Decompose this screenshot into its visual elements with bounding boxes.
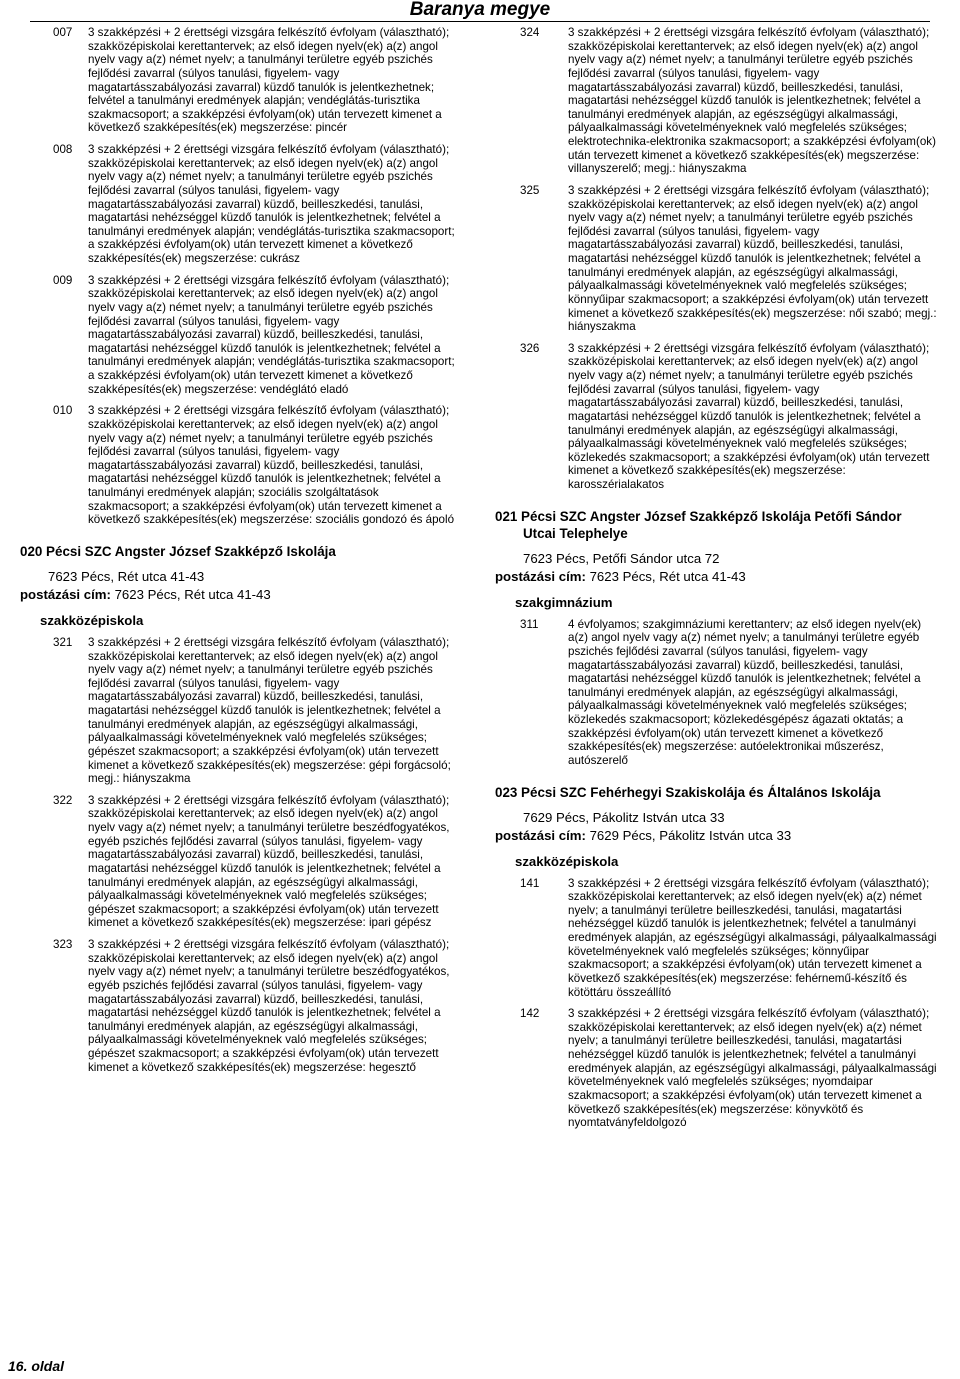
program-code: 311 — [520, 617, 539, 631]
postal-address — [20, 586, 460, 604]
program-entry-142 — [495, 1007, 940, 1130]
school-address: 7623 Pécs, Rét utca 41-43 — [48, 568, 205, 584]
program-code: 321 — [53, 635, 73, 649]
page-header — [0, 0, 960, 26]
program-entry-008 — [20, 143, 460, 266]
school-name-line2: Utcai Telephelye — [523, 525, 628, 541]
school-address: 7623 Pécs, Petőfi Sándor utca 72 — [523, 550, 720, 566]
program-entry-324 — [495, 26, 940, 176]
program-code: 007 — [53, 26, 73, 39]
program-entry-009 — [20, 274, 460, 397]
program-code: 142 — [520, 1007, 540, 1021]
program-entry-326 — [495, 342, 940, 492]
program-entry-321 — [20, 636, 460, 786]
program-code: 322 — [53, 793, 73, 807]
program-description: 3 szakképzési + 2 érettségi vizsgára felkészítő évfolyam (választható); szakközépiskolai kerettantervek; az első idegen nyelv(ek) a(z) angol nyelv vagy a(z) német nyelv; a tanulmányi területre egyéb pszichés fejlődési zavarral (súlyos tanulási, figyelem- vagy magatartásszabályozási zavarral) küzdő, beilleszkedési, tanulási, magatartási nehézséggel küzdő tanulók is jelentkezhetnek; felvétel a tanulmányi eredmények alapján; szociális szolgáltatások szakmacsoport; a szakképzési évfolyam(ok) után tervezett kimenet a következő szakképesítés(ek) megszerzése: szociális gondozó és ápoló — [88, 404, 455, 527]
school-type: szakgimnázium — [515, 594, 613, 610]
postal-value: 7623 Pécs, Rét utca 41-43 — [114, 586, 271, 602]
program-description: 3 szakképzési + 2 érettségi vizsgára felkészítő évfolyam (választható); szakközépiskolai kerettantervek; az első idegen nyelv(ek) a(z) német nyelv; a tanulmányi területre beilleszkedési, tanulási, magatartási nehézséggel küzdő tanulók is jelentkezhetnek; felvétel a tanulmányi eredmények alapján, az egészségügyi alkalmassági, pályaalkalmassági követelményeknek való megfelelés szükséges; könnyűipar szakmacsoport; a szakképzési évfolyam(ok) után tervezett kimenet a következő szakképesítés(ek) megszerzése: fehérnemű-készítő és kötöttáru összeállító — [568, 876, 937, 999]
program-description: 3 szakképzési + 2 érettségi vizsgára felkészítő évfolyam (választható); szakközépiskolai kerettantervek; az első idegen nyelv(ek) a(z) angol nyelv vagy a(z) német nyelv; a tanulmányi területre beszédfogyatékos, egyéb pszichés fejlődési zavarral (súlyos tanulási, figyelem- vagy magatartásszabályozási zavarral) küzdő, beilleszkedési, tanulási, magatartási nehézséggel küzdő tanulók is jelentkezhetnek; felvétel a tanulmányi eredmények alapján, az egészségügyi alkalmassági, pályaalkalmassági követelményeknek való megfelelés szükséges; gépészet szakmacsoport; a szakképzési évfolyam(ok) után tervezett kimenet a következő szakképesítés(ek) megszerzése: hegesztő — [88, 938, 450, 1074]
program-entry-007 — [20, 26, 460, 135]
program-entry-323 — [20, 938, 460, 1074]
right-column — [495, 26, 940, 1130]
program-code: 324 — [520, 26, 540, 39]
county-title: Baranya megye — [409, 0, 551, 20]
school-heading-021 — [495, 508, 940, 542]
postal-value: 7623 Pécs, Rét utca 41-43 — [589, 568, 746, 584]
program-entry-325 — [495, 184, 940, 334]
postal-address — [495, 827, 940, 845]
program-description: 3 szakképzési + 2 érettségi vizsgára felkészítő évfolyam (választható); szakközépiskolai kerettantervek; az első idegen nyelv(ek) a(z) angol nyelv vagy a(z) német nyelv; a tanulmányi területre egyéb pszichés fejlődési zavarral (súlyos tanulási, figyelem- vagy magatartásszabályozási zavarral) küzdő, beilleszkedési, tanulási, magatartási nehézséggel küzdő tanulók is jelentkezhetnek; felvétel a tanulmányi eredmények alapján; vendéglátás-turisztika szakmacsoport; a szakképzési évfolyam(ok) után tervezett kimenet a következő szakképesítés(ek) megszerzése: cukrász — [88, 143, 455, 265]
program-entry-322 — [20, 794, 460, 930]
program-description: 3 szakképzési + 2 érettségi vizsgára felkészítő évfolyam (választható); szakközépiskolai kerettantervek; az első idegen nyelv(ek) a(z) angol nyelv vagy a(z) német nyelv; a tanulmányi területre egyéb pszichés fejlődési zavarral (súlyos tanulási, figyelem- vagy magatartásszabályozási zavarral) küzdő, beilleszkedési, tanulási, magatartási nehézséggel küzdő tanulók is jelentkezhetnek; felvétel a tanulmányi eredmények alapján, az egészségügyi alkalmassági, pályaalkalmassági követelményeknek való megfelelés szükséges; könnyűipar szakmacsoport; a szakképzési évfolyam(ok) után tervezett kimenet a következő szakképesítés(ek) megszerzése: női szabó; megj.: hiányszakma — [568, 183, 937, 334]
program-code: 008 — [53, 143, 73, 156]
school-type: szakközépiskola — [40, 612, 144, 628]
program-code: 326 — [520, 341, 540, 355]
program-description: 3 szakképzési + 2 érettségi vizsgára felkészítő évfolyam (választható); szakközépiskolai kerettantervek; az első idegen nyelv(ek) a(z) angol nyelv vagy a(z) német nyelv; a tanulmányi területre beszédfogyatékos, egyéb pszichés fejlődési zavarral (súlyos tanulási, figyelem- vagy magatartásszabályozási zavarral) küzdő, beilleszkedési, tanulási, magatartási nehézséggel küzdő tanulók is jelentkezhetnek; felvétel a tanulmányi eredmények alapján, az egészségügyi alkalmassági, pályaalkalmassági követelményeknek való megfelelés szükséges; gépészet szakmacsoport; a szakképzési évfolyam(ok) után tervezett kimenet a következő szakképesítés(ek) megszerzése: ipari gépész — [88, 793, 450, 930]
program-entry-010 — [20, 404, 460, 527]
postal-label: postázási cím: — [20, 586, 111, 602]
program-entry-141 — [495, 877, 940, 1000]
page-number: 16. oldal — [8, 1358, 65, 1374]
school-heading-023: 023 Pécsi SZC Fehérhegyi Szakiskolája és Általános Iskolája — [495, 784, 881, 800]
program-description: 3 szakképzési + 2 érettségi vizsgára felkészítő évfolyam (választható); szakközépiskolai kerettantervek; az első idegen nyelv(ek) a(z) angol nyelv vagy a(z) német nyelv; a tanulmányi területre egyéb pszichés fejlődési zavarral (súlyos tanulási, figyelem- vagy magatartásszabályozási zavarral) küzdő, beilleszkedési, tanulási, magatartási nehézséggel küzdő tanulók is jelentkezhetnek; felvétel a tanulmányi eredmények alapján; vendéglátás-turisztika szakmacsoport; a szakképzési évfolyam(ok) után tervezett kimenet a következő szakképesítés(ek) megszerzése: vendéglátó eladó — [88, 273, 455, 396]
program-code: 325 — [520, 183, 540, 197]
program-description: 3 szakképzési + 2 érettségi vizsgára felkészítő évfolyam (választható); szakközépiskolai kerettantervek; az első idegen nyelv(ek) a(z) angol nyelv vagy a(z) német nyelv; a tanulmányi területre egyéb pszichés fejlődési zavarral (súlyos tanulási, figyelem- vagy magatartásszabályozási zavarral) küzdő, beilleszkedési, tanulási, magatartási nehézséggel küzdő tanulók is jelentkezhetnek; felvétel a tanulmányi eredmények alapján, az egészségügyi alkalmassági, pályaalkalmassági követelményeknek való megfelelés szükséges; közlekedés szakmacsoport; a szakképzési évfolyam(ok) után tervezett kimenet a következő szakképesítés(ek) megszerzése: karosszérialakatos — [568, 341, 930, 491]
program-code: 141 — [520, 876, 540, 890]
left-column — [20, 26, 460, 1074]
school-address: 7629 Pécs, Pákolitz István utca 33 — [523, 809, 725, 825]
program-description: 3 szakképzési + 2 érettségi vizsgára felkészítő évfolyam (választható); szakközépiskolai kerettantervek; az első idegen nyelv(ek) a(z) német nyelv; a tanulmányi területre beilleszkedési, tanulási, magatartási nehézséggel küzdő tanulók is jelentkezhetnek; felvétel a tanulmányi eredmények alapján, az egészségügyi alkalmassági, pályaalkalmassági követelményeknek való megfelelés szükséges; nyomdaipar szakmacsoport; a szakképzési évfolyam(ok) után tervezett kimenet a következő szakképesítés(ek) megszerzése: könyvkötő és nyomtatványfeldolgozó — [568, 1007, 937, 1130]
school-type: szakközépiskola — [515, 853, 619, 869]
school-heading-020: 020 Pécsi SZC Angster József Szakképző Iskolája — [20, 543, 336, 559]
program-description: 4 évfolyamos; szakgimnáziumi kerettanterv; az első idegen nyelv(ek) a(z) angol nyelv vagy a(z) német nyelv; a tanulmányi területre egyéb pszichés fejlődési zavarral (súlyos tanulási, figyelem- vagy magatartásszabályozási zavarral) küzdő, beilleszkedési, tanulási, magatartási nehézséggel küzdő tanulók is jelentkezhetnek; felvétel a tanulmányi eredmények alapján, az egészségügyi alkalmassági, pályaalkalmassági követelményeknek való megfelelés szükséges; közlekedés szakmacsoport; közlekedésgépész ágazati oktatás; a szakképzési évfolyam(ok) után tervezett kimenet a következő szakképesítés(ek) megszerzése: autóelektronikai műszerész, autószerelő — [568, 617, 922, 767]
postal-value: 7629 Pécs, Pákolitz István utca 33 — [589, 827, 792, 843]
postal-address — [495, 568, 940, 586]
postal-label: postázási cím: — [495, 568, 586, 584]
program-description: 3 szakképzési + 2 érettségi vizsgára felkészítő évfolyam (választható); szakközépiskolai kerettantervek; az első idegen nyelv(ek) a(z) angol nyelv vagy a(z) német nyelv; a tanulmányi területre egyéb pszichés fejlődési zavarral (súlyos tanulási, figyelem- vagy magatartásszabályozási zavarral) küzdő, beilleszkedési, tanulási, magatartási nehézséggel küzdő tanulók is jelentkezhetnek; felvétel a tanulmányi eredmények alapján, az egészségügyi alkalmassági, pályaalkalmassági követelményeknek való megfelelés szükséges; elektrotechnika-elektronika szakmacsoport; a szakképzési évfolyam(ok) után tervezett kimenet a következő szakképesítés(ek) megszerzése: villanyszerelő; megj.: hiányszakma — [568, 26, 936, 176]
program-code: 323 — [53, 938, 73, 951]
program-code: 009 — [53, 273, 73, 287]
program-description: 3 szakképzési + 2 érettségi vizsgára felkészítő évfolyam (választható); szakközépiskolai kerettantervek; az első idegen nyelv(ek) a(z) angol nyelv vagy a(z) német nyelv; a tanulmányi területre egyéb pszichés fejlődési zavarral (súlyos tanulási, figyelem- vagy magatartásszabályozási zavarral) küzdő tanulók is jelentkezhetnek; felvétel a tanulmányi eredmények alapján; vendéglátás-turisztika szakmacsoport; a szakképzési évfolyam(ok) után tervezett kimenet a következő szakképesítés(ek) megszerzése: pincér — [88, 26, 450, 135]
header-rule — [30, 21, 930, 22]
school-name-line1: 021 Pécsi SZC Angster József Szakképző Iskolája Petőfi Sándor — [495, 508, 902, 524]
program-description: 3 szakképzési + 2 érettségi vizsgára felkészítő évfolyam (választható); szakközépiskolai kerettantervek; az első idegen nyelv(ek) a(z) angol nyelv vagy a(z) német nyelv; a tanulmányi területre egyéb pszichés fejlődési zavarral (súlyos tanulási, figyelem- vagy magatartásszabályozási zavarral) küzdő, beilleszkedési, tanulási, magatartási nehézséggel küzdő tanulók is jelentkezhetnek; felvétel a tanulmányi eredmények alapján, az egészségügyi alkalmassági, pályaalkalmassági követelményeknek való megfelelés szükséges; gépészet szakmacsoport; a szakképzési évfolyam(ok) után tervezett kimenet a következő szakképesítés(ek) megszerzése: gépi forgácsoló; megj.: hiányszakma — [88, 635, 451, 786]
program-code: 010 — [53, 404, 73, 418]
postal-label: postázási cím: — [495, 827, 586, 843]
program-entry-311 — [495, 618, 940, 768]
